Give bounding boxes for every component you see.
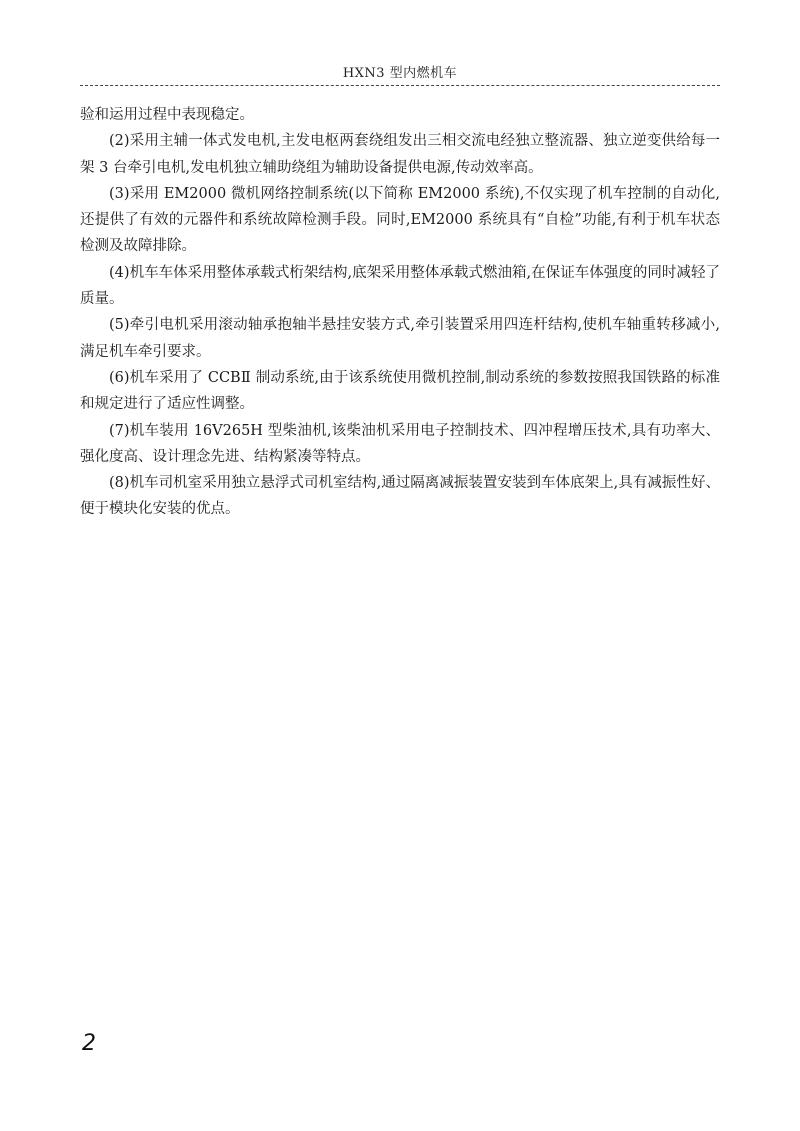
paragraph-item-5: (5)牵引电机采用滚动轴承抱轴半悬挂安装方式,牵引装置采用四连杆结构,使机车轴重转移减小,满足机车牵引要求。 [80, 317, 720, 360]
paragraph-item-4: (4)机车车体采用整体承载式桁架结构,底架采用整体承载式燃油箱,在保证车体强度的同时减轻了质量。 [80, 264, 720, 308]
paragraph-item-3: (3)采用 EM2000 微机网络控制系统(以下简称 EM2000 系统),不仅实现了机车控制的自动化,还提供了有效的元器件和系统故障检测手段。同时,EM2000 系统具有“自检”功能,有利于机车状态检测及故障排除。 [80, 185, 720, 255]
page-number: 2 [82, 1031, 96, 1056]
paragraph-item-2: (2)采用主辅一体式发电机,主发电枢两套绕组发出三相交流电经独立整流器、独立逆变供给每一架 3 台牵引电机,发电机独立辅助绕组为辅助设备提供电源,传动效率高。 [80, 133, 720, 176]
paragraph-item-6: (6)机车采用了 CCBⅡ 制动系统,由于该系统使用微机控制,制动系统的参数按照我国铁路的标准和规定进行了适应性调整。 [80, 369, 720, 413]
running-header: HXN3 型内燃机车 [342, 66, 458, 81]
header-divider [80, 85, 720, 86]
paragraph-continuation: 验和运用过程中表现稳定。 [80, 107, 254, 123]
body-text [80, 102, 720, 523]
paragraph-item-7: (7)机车装用 16V265H 型柴油机,该柴油机采用电子控制技术、四冲程增压技术,具有功率大、强化度高、设计理念先进、结构紧凑等特点。 [80, 422, 720, 465]
paragraph-item-8: (8)机车司机室采用独立悬浮式司机室结构,通过隔离减振装置安装到车体底架上,具有减振性好、便于模块化安装的优点。 [80, 475, 720, 518]
